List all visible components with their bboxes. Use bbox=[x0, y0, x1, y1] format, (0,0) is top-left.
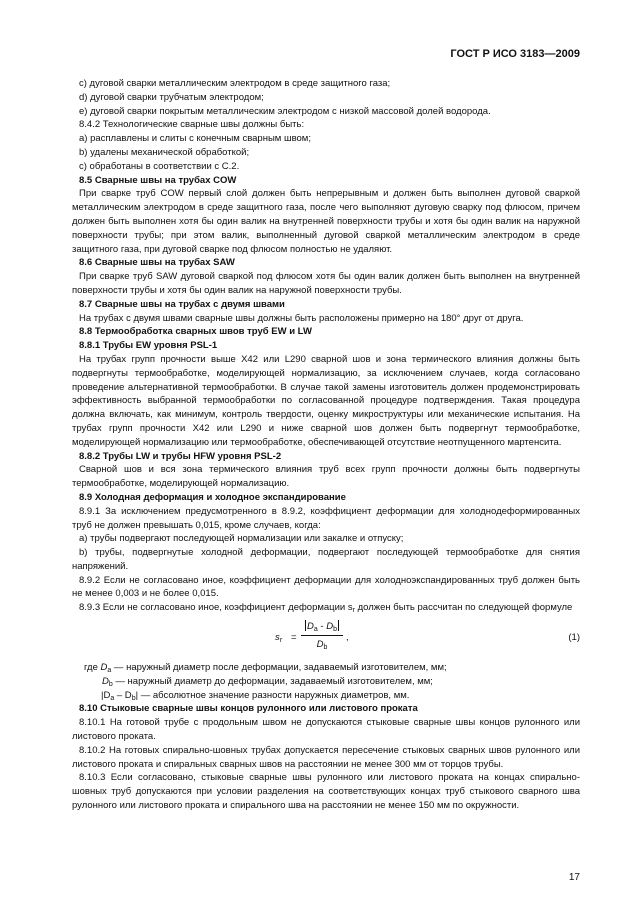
definition-da-sub: a bbox=[107, 667, 112, 675]
list-item-8-9-1-b: b) трубы, подвергнутые холодной деформации, подвергают последующей термообработке для снятия напряжений. bbox=[72, 547, 580, 572]
formula-den-db: D bbox=[316, 638, 324, 650]
list-item-d: d) дуговой сварки трубчатым электродом; bbox=[79, 91, 264, 103]
definition-da-text: — наружный диаметр после деформации, задаваемый изготовителем, мм; bbox=[111, 662, 447, 674]
definition-db-text: — наружный диаметр до деформации, задаваемый изготовителем, мм; bbox=[112, 675, 433, 687]
heading-8-5: 8.5 Сварные швы на трубах COW bbox=[79, 174, 237, 186]
definition-abs-sub-a: a bbox=[110, 694, 115, 702]
paragraph-8-9-3-pre: 8.9.3 Если не согласовано иное, коэффициент деформации s bbox=[79, 602, 353, 614]
formula-lhs bbox=[275, 631, 282, 645]
definition-abs-text: | — абсолютное значение разности наружных диаметров, мм. bbox=[135, 689, 410, 701]
definition-abs-diff bbox=[72, 689, 580, 703]
formula-lhs-symbol: s bbox=[275, 632, 280, 644]
formula-comma: , bbox=[346, 632, 349, 644]
paragraph-8-9-1: 8.9.1 За исключением предусмотренного в 8.9.2, коэффициент деформации для холоднодеформированных труб не должен превышать 0,015, кроме случаев, когда: bbox=[72, 505, 580, 531]
paragraph-8-5: При сварке труб COW первый слой должен быть непрерывным и должен быть выполнен дуговой сваркой металлическим электродом в среде защитного газа, после чего выполняют дуговую сварку под флюсом, причем должен быть выполнен хотя бы один валик на внутренней поверхности трубы и хотя бы один валик на наружной поверхности трубы; при этом валик, выполненный дуговой сваркой металлическим электродом в среде защитного газа, при дуговой сварке под флюсом полностью не удаляют. bbox=[72, 188, 580, 255]
heading-8-9: 8.9 Холодная деформация и холодное экспандирование bbox=[79, 491, 346, 503]
paragraph-8-8-2: Сварной шов и вся зона термического влияния труб всех групп прочности должны быть подвергнуты термообработке, моделирующей нормализацию. bbox=[72, 464, 580, 490]
paragraph-8-7: На трубах с двумя швами сварные швы должны быть расположены примерно на 180° друг от друга. bbox=[79, 312, 524, 324]
definition-da-symbol: D bbox=[100, 662, 108, 674]
paragraph-8-9-2: 8.9.2 Если не согласовано иное, коэффициент деформации для холодноэкспандированных труб должен быть не менее 0,003 и не более 0,015. bbox=[72, 574, 580, 600]
paragraph-8-10-1: 8.10.1 На готовой трубе с продольным швом не допускаются стыковые сварные швы концов рулонного или листового проката. bbox=[72, 717, 580, 743]
formula-numerator bbox=[301, 620, 343, 636]
definition-where: где bbox=[84, 662, 101, 674]
definition-db bbox=[72, 675, 580, 689]
definition-da bbox=[72, 661, 580, 675]
list-item-a: a) расплавлены и слиты с конечным сварным швом; bbox=[79, 133, 311, 145]
list-item-c: c) дуговой сварки металлическим электродом в среде защитного газа; bbox=[79, 78, 391, 89]
abs-bar-left bbox=[305, 620, 306, 631]
formula-num-db-sub: b bbox=[333, 626, 337, 634]
heading-8-6: 8.6 Сварные швы на трубах SAW bbox=[79, 257, 235, 269]
list-item-e: e) дуговой сварки покрытым металлическим электродом с низкой массовой долей водорода. bbox=[79, 105, 491, 117]
formula-lhs-sub: r bbox=[279, 637, 283, 645]
formula-1 bbox=[72, 620, 580, 658]
list-item-8-9-1-a: a) трубы подвергают последующей нормализации или закалке и отпуску; bbox=[79, 533, 404, 545]
paragraph-8-10-2: 8.10.2 На готовых спирально-шовных трубах допускается пересечение стыковых сварных швов рулонного или листового проката и спиральных сварных швов на расстоянии не менее 300 мм от торцов трубы. bbox=[72, 744, 580, 770]
heading-8-8: 8.8 Термообработка сварных швов труб EW и LW bbox=[79, 326, 312, 338]
heading-8-7: 8.7 Сварные швы на трубах с двумя швами bbox=[79, 298, 285, 310]
list-item-b: b) удалены механической обработкой; bbox=[79, 146, 250, 158]
definition-db-sub: b bbox=[108, 680, 113, 688]
paragraph-8-9-3 bbox=[72, 601, 580, 615]
paragraph-8-8-1: На трубах групп прочности выше X42 или L290 сварной шов и зона термического влияния должны быть подвергнуты термообработке, моделирующей нормализацию, за исключением случаев, когда согласовано проведение альтернативной термообработки. В случае такой замены изготовитель должен продемонстрировать эффективность выбранной термообработки по согласованной процедуре подтверждения. Такая процедура должна включать, как минимум, контроль твердости, оценку микроструктуры или механические испытания. На трубах групп прочности X42 или L290 и ниже сварной шов должен быть подвергнут термообработке, моделирующей нормализацию или термообработке, обеспечивающей отсутствие неотпущенного мартенсита. bbox=[72, 353, 580, 448]
definition-abs-sub-b: b bbox=[131, 694, 136, 702]
formula-den-db-sub: b bbox=[323, 643, 328, 651]
formula-denominator bbox=[301, 636, 343, 652]
standard-header: ГОСТ Р ИСО 3183—2009 bbox=[450, 48, 580, 60]
abs-bar-right bbox=[338, 620, 339, 631]
formula-fraction bbox=[301, 620, 343, 652]
formula-number: (1) bbox=[568, 632, 580, 644]
heading-8-8-2: 8.8.2 Трубы LW и трубы HFW уровня PSL-2 bbox=[79, 450, 282, 462]
formula-equals: = bbox=[291, 632, 297, 644]
definition-abs-mid: – D bbox=[114, 689, 132, 701]
definition-abs-open: |D bbox=[101, 689, 111, 701]
formula-minus: - bbox=[317, 621, 327, 633]
definition-db-symbol: D bbox=[102, 675, 109, 687]
formula-num-da-sub: a bbox=[313, 626, 318, 634]
document-body bbox=[72, 77, 580, 813]
paragraph-8-6: При сварке труб SAW дуговой сваркой под флюсом хотя бы один валик должен быть выполнен на внутренней поверхности трубы и хотя бы один валик на наружной поверхности трубы. bbox=[72, 271, 580, 296]
paragraph-8-9-3-sub: r bbox=[352, 607, 355, 615]
clause-8-4-2: 8.4.2 Технологические сварные швы должны быть: bbox=[79, 119, 305, 131]
heading-8-10: 8.10 Стыковые сварные швы концов рулонного или листового проката bbox=[79, 703, 418, 715]
formula-num-db: D bbox=[326, 621, 334, 633]
heading-8-8-1: 8.8.1 Трубы EW уровня PSL-1 bbox=[79, 340, 218, 352]
paragraph-8-10-3: 8.10.3 Если согласовано, стыковые сварные швы рулонного или листового проката на концах спирально-шовных труб допускаются при условии разделения на соответствующих концах труб стыкового сварного шва рулонного или листового проката и спирального шва на расстоянии не менее 150 мм по окружности. bbox=[72, 772, 580, 812]
list-item-c2: c) обработаны в соответствии с С.2. bbox=[79, 160, 240, 172]
formula-num-da: D bbox=[306, 621, 314, 633]
paragraph-8-9-3-post: должен быть рассчитан по следующей формуле bbox=[354, 602, 573, 614]
page-number: 17 bbox=[568, 872, 580, 883]
